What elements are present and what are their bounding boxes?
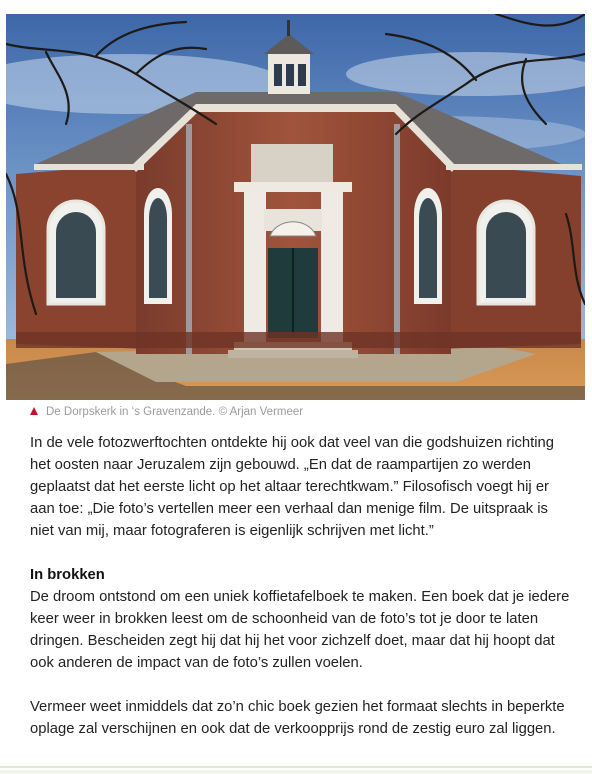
church-photo[interactable] — [6, 14, 585, 400]
article-body — [30, 432, 570, 740]
paragraph: De droom ontstond om een uniek koffietafelboek te maken. Een boek dat je iedere keer weer in brokken leest om de schoonheid van de foto’s tot je door te laten dringen. Bescheiden zegt hij dat hij het voor zichzelf doet, maar dat hij hoopt dat ook anderen de impact van de foto’s zullen voelen. — [30, 589, 570, 671]
photo-caption — [30, 403, 303, 421]
paragraph: In de vele fotozwerftochten ontdekte hij ook dat veel van die godshuizen richting het oosten naar Jeruzalem zijn gebouwd. „En dat de raampartijen zo werden geplaatst dat het eerste licht op het altaar terechtkwam.” Filosofisch voegt hij er aan toe: „Die foto’s vertellen meer een verhaal dan menige film. De uitspraak is niet van mij, maar fotograferen is eigenlijk schrijven met licht.” — [30, 435, 554, 539]
church-illustration — [6, 14, 585, 400]
paragraph: Vermeer weet inmiddels dat zo’n chic boek gezien het formaat slechts in beperkte oplage zal verschijnen en ook dat de verkoopprijs rond de zestig euro zal liggen. — [30, 699, 565, 737]
section-heading: In brokken — [30, 567, 105, 583]
footer-band — [0, 770, 592, 774]
footer-divider — [0, 766, 592, 768]
caption-text: De Dorpskerk in ‘s Gravenzande. © Arjan Vermeer — [46, 406, 304, 418]
caption-marker-icon — [30, 407, 38, 415]
